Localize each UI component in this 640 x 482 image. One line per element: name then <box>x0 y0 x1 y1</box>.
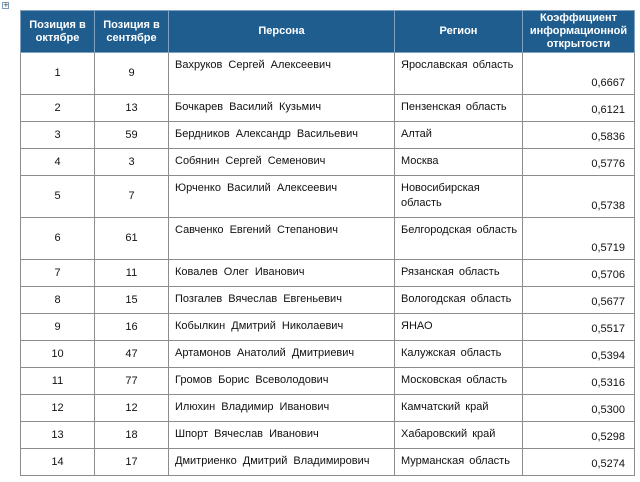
cell-person: Ковалев Олег Иванович <box>169 260 395 287</box>
cell-person: Шпорт Вячеслав Иванович <box>169 422 395 449</box>
header-region: Регион <box>395 11 523 53</box>
cell-position-october: 9 <box>21 314 95 341</box>
table-row <box>21 287 635 314</box>
rating-table <box>20 10 635 476</box>
cell-region: Алтай <box>395 122 523 149</box>
table-row <box>21 449 635 476</box>
cell-coefficient: 0,6667 <box>523 53 635 95</box>
cell-person: Бердников Александр Васильевич <box>169 122 395 149</box>
cell-position-october: 4 <box>21 149 95 176</box>
cell-region: ЯНАО <box>395 314 523 341</box>
cell-coefficient: 0,5394 <box>523 341 635 368</box>
table-row <box>21 218 635 260</box>
cell-position-september: 15 <box>95 287 169 314</box>
header-position-october: Позиция в октябре <box>21 11 95 53</box>
table-row <box>21 53 635 95</box>
cell-coefficient: 0,5298 <box>523 422 635 449</box>
cell-person: Громов Борис Всеволодович <box>169 368 395 395</box>
cell-position-october: 6 <box>21 218 95 260</box>
cell-person: Илюхин Владимир Иванович <box>169 395 395 422</box>
cell-coefficient: 0,5738 <box>523 176 635 218</box>
cell-position-october: 12 <box>21 395 95 422</box>
cell-region: Рязанская область <box>395 260 523 287</box>
cell-position-september: 7 <box>95 176 169 218</box>
header-row <box>21 11 635 53</box>
cell-coefficient: 0,5517 <box>523 314 635 341</box>
cell-region: Москва <box>395 149 523 176</box>
table-row <box>21 176 635 218</box>
table-move-handle-icon[interactable]: + <box>3 1 9 9</box>
cell-person: Позгалев Вячеслав Евгеньевич <box>169 287 395 314</box>
cell-position-september: 9 <box>95 53 169 95</box>
cell-region: Новосибирская область <box>395 176 523 218</box>
cell-position-september: 17 <box>95 449 169 476</box>
table-row <box>21 149 635 176</box>
table-row <box>21 368 635 395</box>
cell-position-october: 10 <box>21 341 95 368</box>
cell-position-october: 1 <box>21 53 95 95</box>
table-row <box>21 122 635 149</box>
cell-region: Белгородская область <box>395 218 523 260</box>
cell-coefficient: 0,5677 <box>523 287 635 314</box>
table-row <box>21 341 635 368</box>
cell-position-september: 13 <box>95 95 169 122</box>
cell-position-september: 59 <box>95 122 169 149</box>
cell-region: Мурманская область <box>395 449 523 476</box>
cell-person: Бочкарев Василий Кузьмич <box>169 95 395 122</box>
cell-region: Московская область <box>395 368 523 395</box>
cell-region: Хабаровский край <box>395 422 523 449</box>
header-position-september: Позиция в сентябре <box>95 11 169 53</box>
cell-person: Вахруков Сергей Алексеевич <box>169 53 395 95</box>
cell-position-october: 13 <box>21 422 95 449</box>
cell-coefficient: 0,5719 <box>523 218 635 260</box>
cell-person: Дмитриенко Дмитрий Владимирович <box>169 449 395 476</box>
cell-person: Савченко Евгений Степанович <box>169 218 395 260</box>
cell-coefficient: 0,5836 <box>523 122 635 149</box>
cell-position-october: 3 <box>21 122 95 149</box>
table-row <box>21 95 635 122</box>
cell-region: Ярославская область <box>395 53 523 95</box>
cell-region: Камчатский край <box>395 395 523 422</box>
cell-position-september: 61 <box>95 218 169 260</box>
cell-coefficient: 0,6121 <box>523 95 635 122</box>
table-row <box>21 422 635 449</box>
table-row <box>21 395 635 422</box>
cell-position-september: 3 <box>95 149 169 176</box>
cell-position-october: 5 <box>21 176 95 218</box>
cell-person: Собянин Сергей Семенович <box>169 149 395 176</box>
table-row <box>21 314 635 341</box>
cell-person: Артамонов Анатолий Дмитриевич <box>169 341 395 368</box>
cell-coefficient: 0,5776 <box>523 149 635 176</box>
cell-position-october: 7 <box>21 260 95 287</box>
cell-position-october: 14 <box>21 449 95 476</box>
cell-position-september: 18 <box>95 422 169 449</box>
cell-position-september: 11 <box>95 260 169 287</box>
header-person: Персона <box>169 11 395 53</box>
cell-region: Вологодская область <box>395 287 523 314</box>
cell-position-september: 16 <box>95 314 169 341</box>
table-row <box>21 260 635 287</box>
cell-position-september: 47 <box>95 341 169 368</box>
cell-coefficient: 0,5274 <box>523 449 635 476</box>
header-coefficient: Коэффициент информационной открытости <box>523 11 635 53</box>
cell-position-october: 11 <box>21 368 95 395</box>
cell-region: Пензенская область <box>395 95 523 122</box>
cell-position-september: 12 <box>95 395 169 422</box>
cell-region: Калужская область <box>395 341 523 368</box>
cell-position-september: 77 <box>95 368 169 395</box>
cell-person: Юрченко Василий Алексеевич <box>169 176 395 218</box>
cell-person: Кобылкин Дмитрий Николаевич <box>169 314 395 341</box>
cell-coefficient: 0,5300 <box>523 395 635 422</box>
cell-coefficient: 0,5706 <box>523 260 635 287</box>
cell-position-october: 8 <box>21 287 95 314</box>
cell-coefficient: 0,5316 <box>523 368 635 395</box>
cell-position-october: 2 <box>21 95 95 122</box>
